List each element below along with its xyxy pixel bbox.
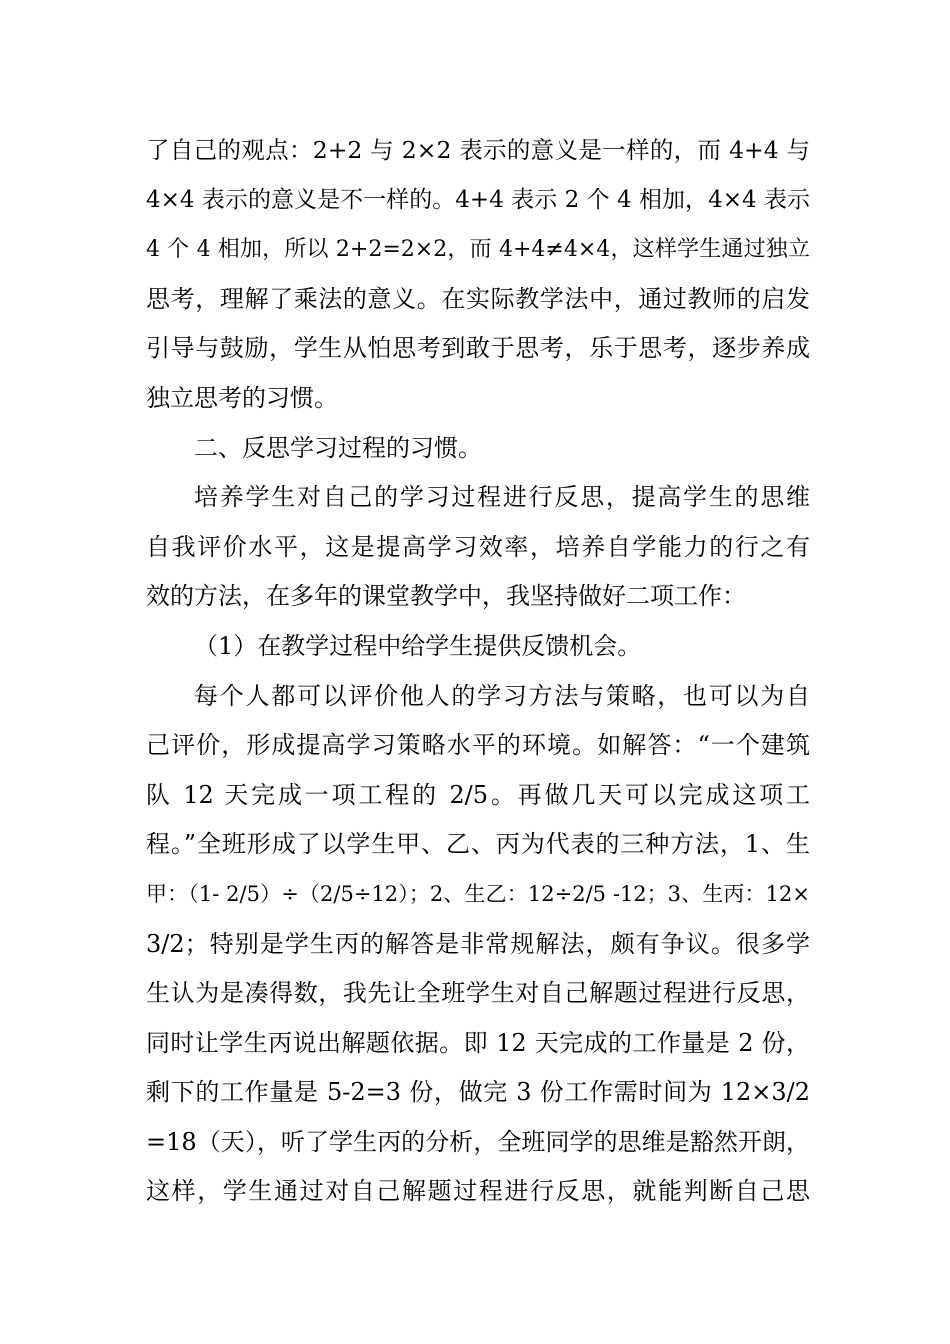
text-line: 独立思考的习惯。 — [146, 383, 338, 412]
text-line: 3/2；特别是学生丙的解答是非常规解法，颇有争议。很多学 — [146, 929, 810, 958]
text-line: 这样，学生通过对自己解题过程进行反思，就能判断自己思 — [146, 1177, 810, 1206]
text-line: 效的方法，在多年的课堂教学中，我坚持做好二项工作： — [146, 582, 746, 611]
text-line: 培养学生对自己的学习过程进行反思，提高学生的思维 — [194, 483, 810, 512]
text-line: 4×4 表示的意义是不一样的。4+4 表示 2 个 4 相加，4×4 表示 — [146, 186, 810, 213]
text-line: =18（天），听了学生丙的分析，全班同学的思维是豁然开朗， — [146, 1127, 810, 1156]
text-line: 思考，理解了乘法的意义。在实际教学法中，通过教师的启发 — [146, 284, 810, 313]
text-line: 队 12 天完成一项工程的 2/5。再做几天可以完成这项工 — [146, 780, 810, 809]
section-heading: 二、反思学习过程的习惯。 — [194, 433, 482, 462]
text-line: 生认为是凑得数，我先让全班学生对自己解题过程进行反思， — [146, 979, 810, 1008]
text-line: 引导与鼓励，学生从怕思考到敢于思考，乐于思考，逐步养成 — [146, 334, 810, 363]
text-line: 每个人都可以评价他人的学习方法与策略，也可以为自 — [194, 681, 810, 710]
text-line: 甲：（1- 2/5）÷（2/5÷12）；2、生乙：12÷2/5 -12；3、生丙：12× — [146, 881, 810, 906]
text-line: 自我评价水平，这是提高学习效率，培养自学能力的行之有 — [146, 532, 810, 561]
body-text — [146, 126, 810, 1217]
text-line: 剩下的工作量是 5-2=3 份，做完 3 份工作需时间为 12×3/2 — [146, 1078, 810, 1107]
text-line: 程。”全班形成了以学生甲、乙、丙为代表的三种方法，1、生 — [146, 830, 810, 859]
text-line: 同时让学生丙说出解题依据。即 12 天完成的工作量是 2 份， — [146, 1028, 810, 1057]
text-line: 了自己的观点：2+2 与 2×2 表示的意义是一样的，而 4+4 与 — [146, 136, 810, 164]
text-line: 己评价，形成提高学习策略水平的环境。如解答：“一个建筑 — [146, 731, 810, 760]
text-line: 4 个 4 相加，所以 2+2=2×2，而 4+4≠4×4，这样学生通过独立 — [146, 237, 810, 263]
subsection-heading: （1）在教学过程中给学生提供反馈机会。 — [194, 631, 642, 660]
